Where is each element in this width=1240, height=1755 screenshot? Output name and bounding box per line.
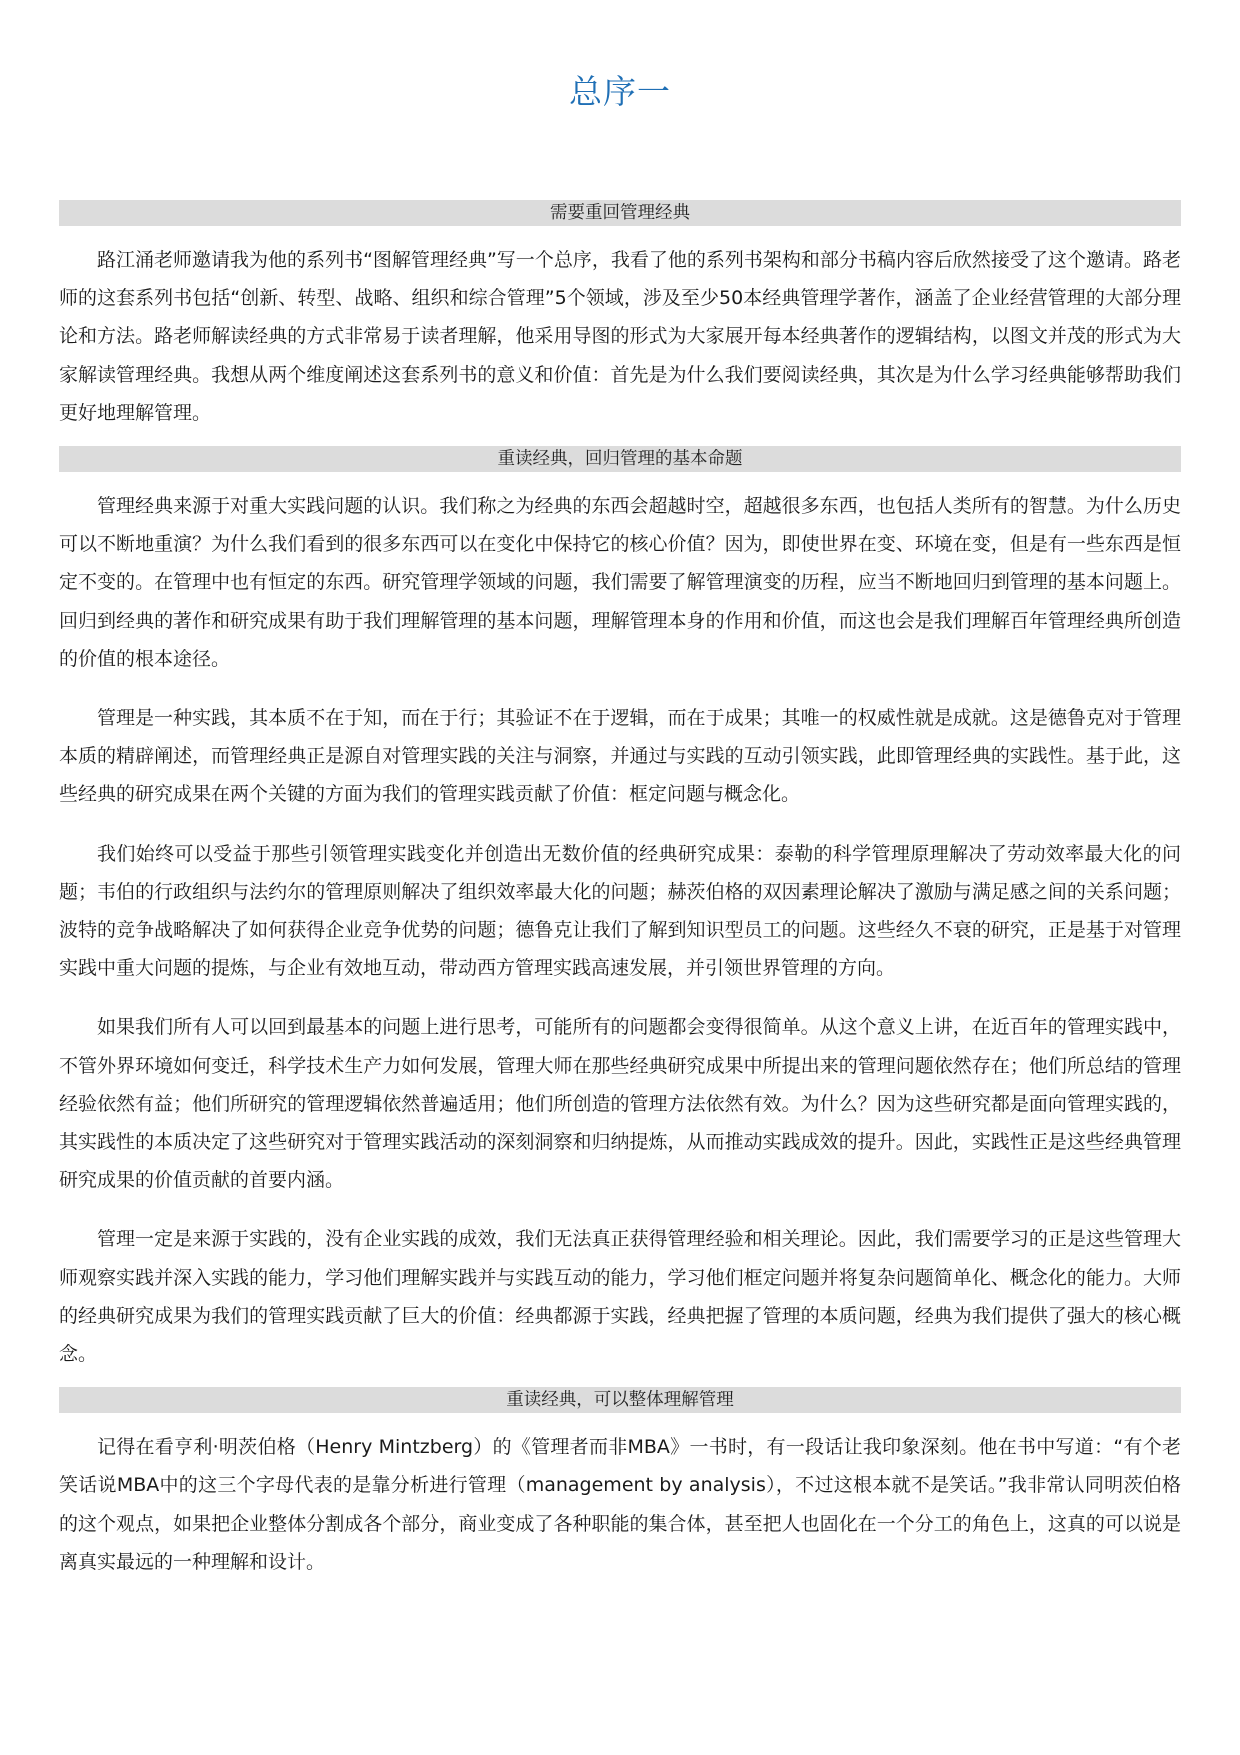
body-paragraph: 我们始终可以受益于那些引领管理实践变化并创造出无数价值的经典研究成果：泰勒的科学管理原理解决了劳动效率最大化的问题；韦伯的行政组织与法约尔的管理原则解决了组织效率最大化的问题；赫茨伯格的双因素理论解决了激励与满足感之间的关系问题；波特的竞争战略解决了如何获得企业竞争优势的问题；德鲁克让我们了解到知识型员工的问题。这些经久不衰的研究，正是基于对管理实践中重大问题的提炼，与企业有效地互动，带动西方管理实践高速发展，并引领世界管理的方向。 — [59, 842, 1181, 980]
section-heading: 需要重回管理经典 — [59, 200, 1181, 226]
body-paragraph: 管理经典来源于对重大实践问题的认识。我们称之为经典的东西会超越时空，超越很多东西，也包括人类所有的智慧。为什么历史可以不断地重演？为什么我们看到的很多东西可以在变化中保持它的核心价值？因为，即使世界在变、环境在变，但是有一些东西是恒定不变的。在管理中也有恒定的东西。研究管理学领域的问题，我们需要了解管理演变的历程，应当不断地回归到管理的基本问题上。回归到经典的著作和研究成果有助于我们理解管理的基本问题，理解管理本身的作用和价值，而这也会是我们理解百年管理经典所创造的价值的根本途径。 — [59, 495, 1181, 670]
page-title: 总序一 — [569, 72, 671, 111]
section-heading: 重读经典，可以整体理解管理 — [59, 1387, 1181, 1413]
body-paragraph: 管理是一种实践，其本质不在于知，而在于行；其验证不在于逻辑，而在于成果；其唯一的权威性就是成就。这是德鲁克对于管理本质的精辟阐述，而管理经典正是源自对管理实践的关注与洞察，并通过与实践的互动引领实践，此即管理经典的实践性。基于此，这些经典的研究成果在两个关键的方面为我们的管理实践贡献了价值：框定问题与概念化。 — [59, 707, 1181, 806]
body-paragraph: 记得在看亨利·明茨伯格（Henry Mintzberg）的《管理者而非MBA》一书时，有一段话让我印象深刻。他在书中写道：“有个老笑话说MBA中的这三个字母代表的是靠分析进行管理（management by analysis），不过这根本就不是笑话。”我非常认同明茨伯格的这个观点，如果把企业整体分割成各个部分，商业变成了各种职能的集合体，甚至把人也固化在一个分工的角色上，这真的可以说是离真实最远的一种理解和设计。 — [59, 1436, 1181, 1573]
body-paragraph: 如果我们所有人可以回到最基本的问题上进行思考，可能所有的问题都会变得很简单。从这个意义上讲，在近百年的管理实践中，不管外界环境如何变迁，科学技术生产力如何发展，管理大师在那些经典研究成果中所提出来的管理问题依然存在；他们所总结的管理经验依然有益；他们所研究的管理逻辑依然普遍适用；他们所创造的管理方法依然有效。为什么？因为这些研究都是面向管理实践的，其实践性的本质决定了这些研究对于管理实践活动的深刻洞察和归纳提炼，从而推动实践成效的提升。因此，实践性正是这些经典管理研究成果的价值贡献的首要内涵。 — [59, 1016, 1181, 1192]
section-heading: 重读经典，回归管理的基本命题 — [59, 446, 1181, 472]
body-paragraph: 路江涌老师邀请我为他的系列书“图解管理经典”写一个总序，我看了他的系列书架构和部分书稿内容后欣然接受了这个邀请。路老师的这套系列书包括“创新、转型、战略、组织和综合管理”5个领域，涉及至少50本经典管理学著作，涵盖了企业经营管理的大部分理论和方法。路老师解读经典的方式非常易于读者理解，他采用导图的形式为大家展开每本经典著作的逻辑结构，以图文并茂的形式为大家解读管理经典。我想从两个维度阐述这套系列书的意义和价值：首先是为什么我们要阅读经典，其次是为什么学习经典能够帮助我们更好地理解管理。 — [59, 249, 1181, 424]
body-paragraph: 管理一定是来源于实践的，没有企业实践的成效，我们无法真正获得管理经验和相关理论。因此，我们需要学习的正是这些管理大师观察实践并深入实践的能力，学习他们理解实践并与实践互动的能力，学习他们框定问题并将复杂问题简单化、概念化的能力。大师的经典研究成果为我们的管理实践贡献了巨大的价值：经典都源于实践，经典把握了管理的本质问题，经典为我们提供了强大的核心概念。 — [59, 1228, 1181, 1366]
